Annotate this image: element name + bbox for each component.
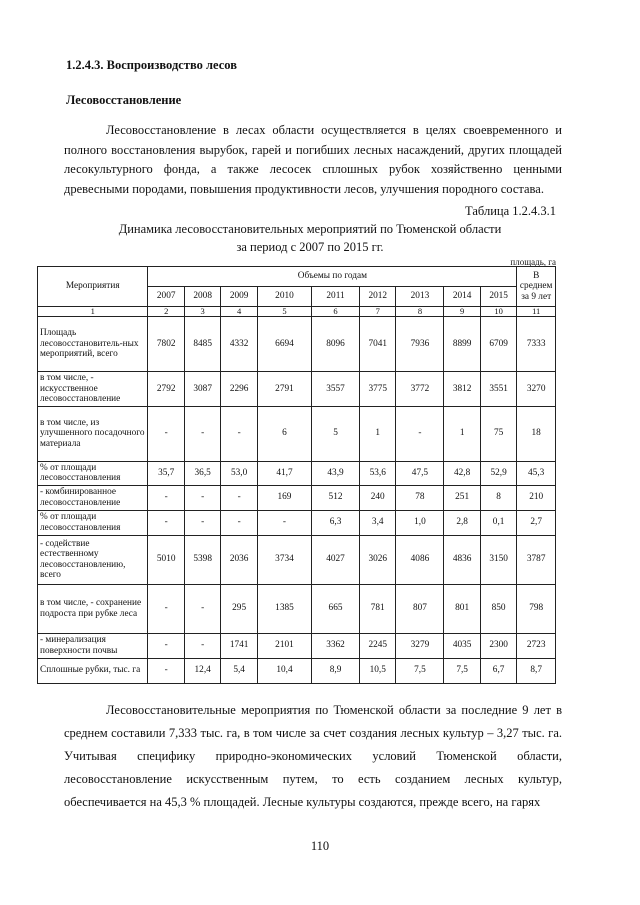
table-cell: 4332 xyxy=(221,317,257,372)
table-cell: - xyxy=(257,510,311,535)
table-cell: 52,9 xyxy=(480,461,516,485)
table-cell: 8,7 xyxy=(517,658,556,683)
table-cell: 3551 xyxy=(480,372,516,407)
column-index: 1 xyxy=(38,307,148,317)
row-label: % от площади лесовосстановления xyxy=(38,461,148,485)
column-index: 3 xyxy=(184,307,220,317)
column-index: 8 xyxy=(396,307,444,317)
table-cell: 3026 xyxy=(360,535,396,584)
column-index: 9 xyxy=(444,307,480,317)
table-cell: 3787 xyxy=(517,535,556,584)
table-caption-line1: Динамика лесовосстановительных мероприятий по Тюменской области xyxy=(118,222,502,236)
table-cell: 75 xyxy=(480,406,516,461)
table-row xyxy=(38,535,556,584)
column-index: 2 xyxy=(148,307,184,317)
table-cell: 6 xyxy=(257,406,311,461)
table-cell: 7333 xyxy=(517,317,556,372)
table-cell: 53,6 xyxy=(360,461,396,485)
table-cell: - xyxy=(148,510,184,535)
table-cell: 0,1 xyxy=(480,510,516,535)
column-index: 4 xyxy=(221,307,257,317)
table-cell: 47,5 xyxy=(396,461,444,485)
table-cell: 42,8 xyxy=(444,461,480,485)
table-cell: 781 xyxy=(360,584,396,633)
table-cell: 3557 xyxy=(312,372,360,407)
table-cell: - xyxy=(184,510,220,535)
table-cell: 3150 xyxy=(480,535,516,584)
summary-paragraph: Лесовосстановительные мероприятия по Тюменской области за последние 9 лет в среднем составили 7,333 тыс. га, в том числе за счет создания лесных культур – 3,27 тыс. га. Учитывая специфику природно-экономических условий Тюменской области, лесовосстановление искусственным путем, то есть созданием лесных культур, обеспечивается на 45,3 % площадей. Лесные культуры создаются, прежде всего, на гарях xyxy=(64,703,562,809)
table-cell: 35,7 xyxy=(148,461,184,485)
table-row xyxy=(38,461,556,485)
table-cell: 1385 xyxy=(257,584,311,633)
column-index: 5 xyxy=(257,307,311,317)
table-cell: 3270 xyxy=(517,372,556,407)
table-cell: - xyxy=(148,658,184,683)
table-row xyxy=(38,658,556,683)
unit-note: площадь, га xyxy=(510,257,556,267)
table-cell: - xyxy=(148,406,184,461)
table-cell: 4836 xyxy=(444,535,480,584)
table-cell: - xyxy=(221,485,257,510)
row-label: в том числе, - сохранение подроста при рубке леса xyxy=(38,584,148,633)
table-cell: 5010 xyxy=(148,535,184,584)
data-table xyxy=(37,266,556,684)
table-cell: 3087 xyxy=(184,372,220,407)
table-cell: 6,3 xyxy=(312,510,360,535)
table-cell: 53,0 xyxy=(221,461,257,485)
header-volumes: Объемы по годам xyxy=(148,267,517,287)
table-row xyxy=(38,485,556,510)
header-year: 2015 xyxy=(480,287,516,307)
table-cell: - xyxy=(184,633,220,658)
table-cell: 3772 xyxy=(396,372,444,407)
table-cell: 7936 xyxy=(396,317,444,372)
subheading: Лесовосстановление xyxy=(66,93,182,107)
table-cell: 3,4 xyxy=(360,510,396,535)
table-cell: 2245 xyxy=(360,633,396,658)
table-body xyxy=(38,317,556,684)
table-cell: 5398 xyxy=(184,535,220,584)
table-cell: 512 xyxy=(312,485,360,510)
row-label: - минерализация поверхности почвы xyxy=(38,633,148,658)
table-cell: 12,4 xyxy=(184,658,220,683)
column-index-row xyxy=(38,307,556,317)
table-cell: 3279 xyxy=(396,633,444,658)
table-number: Таблица 1.2.4.3.1 xyxy=(465,204,556,218)
table-cell: 2101 xyxy=(257,633,311,658)
row-label: в том числе, - искусственное лесовосстановление xyxy=(38,372,148,407)
table-cell: 7802 xyxy=(148,317,184,372)
table-cell: 7,5 xyxy=(396,658,444,683)
row-label: Площадь лесовосстановитель-ных мероприятий, всего xyxy=(38,317,148,372)
table-cell: 3812 xyxy=(444,372,480,407)
header-year: 2013 xyxy=(396,287,444,307)
header-row-top xyxy=(38,267,556,287)
table-cell: 169 xyxy=(257,485,311,510)
table-cell: 6,7 xyxy=(480,658,516,683)
row-label: % от площади лесовосстановления xyxy=(38,510,148,535)
table-cell: 798 xyxy=(517,584,556,633)
table-cell: 8485 xyxy=(184,317,220,372)
table-cell: 4027 xyxy=(312,535,360,584)
table-cell: 251 xyxy=(444,485,480,510)
table-cell: - xyxy=(184,406,220,461)
table-cell: 5 xyxy=(312,406,360,461)
table-cell: 2036 xyxy=(221,535,257,584)
header-year: 2008 xyxy=(184,287,220,307)
table-row xyxy=(38,406,556,461)
row-label: - содействие естественному лесовосстановлению, всего xyxy=(38,535,148,584)
table-row xyxy=(38,633,556,658)
intro-paragraph: Лесовосстановление в лесах области осуществляется в целях своевременного и полного восстановления вырубок, гарей и погибших лесных насаждений, других площадей лесокультурного фонда, а также лесосек сплошных рубок хозяйственно ценными древесными породами, повышения продуктивности лесов, улучшения породного состава. xyxy=(64,123,562,196)
table-cell: 2,8 xyxy=(444,510,480,535)
table-cell: 4086 xyxy=(396,535,444,584)
table-cell: 801 xyxy=(444,584,480,633)
column-index: 6 xyxy=(312,307,360,317)
table-cell: 6709 xyxy=(480,317,516,372)
table-cell: - xyxy=(221,510,257,535)
table-cell: 8 xyxy=(480,485,516,510)
column-index: 7 xyxy=(360,307,396,317)
header-average: В среднем за 9 лет xyxy=(517,267,556,307)
header-year: 2010 xyxy=(257,287,311,307)
table-cell: 665 xyxy=(312,584,360,633)
table-cell: 1741 xyxy=(221,633,257,658)
table-cell: 7,5 xyxy=(444,658,480,683)
table-caption xyxy=(40,221,580,256)
table-cell: 7041 xyxy=(360,317,396,372)
table-cell: 240 xyxy=(360,485,396,510)
row-label: в том числе, из улучшенного посадочного материала xyxy=(38,406,148,461)
table-row xyxy=(38,317,556,372)
header-activity: Мероприятия xyxy=(38,267,148,307)
table-cell: 1 xyxy=(444,406,480,461)
header-year: 2012 xyxy=(360,287,396,307)
table-cell: 78 xyxy=(396,485,444,510)
table-cell: 10,5 xyxy=(360,658,396,683)
table-cell: 8899 xyxy=(444,317,480,372)
table-cell: 210 xyxy=(517,485,556,510)
table-cell: 2,7 xyxy=(517,510,556,535)
header-year: 2014 xyxy=(444,287,480,307)
table-cell: - xyxy=(184,584,220,633)
table-cell: - xyxy=(148,584,184,633)
table-cell: 18 xyxy=(517,406,556,461)
table-cell: 43,9 xyxy=(312,461,360,485)
table-cell: 5,4 xyxy=(221,658,257,683)
table-cell: 41,7 xyxy=(257,461,311,485)
table-cell: 3362 xyxy=(312,633,360,658)
header-year: 2009 xyxy=(221,287,257,307)
table-cell: 8096 xyxy=(312,317,360,372)
table-cell: 2296 xyxy=(221,372,257,407)
row-label: Сплошные рубки, тыс. га xyxy=(38,658,148,683)
table-cell: 8,9 xyxy=(312,658,360,683)
column-index: 10 xyxy=(480,307,516,317)
table-cell: 295 xyxy=(221,584,257,633)
column-index: 11 xyxy=(517,307,556,317)
header-year: 2007 xyxy=(148,287,184,307)
table-cell: 45,3 xyxy=(517,461,556,485)
table-cell: 1 xyxy=(360,406,396,461)
table-cell: 2300 xyxy=(480,633,516,658)
table-cell: - xyxy=(184,485,220,510)
table-caption-line2: за период с 2007 по 2015 гг. xyxy=(236,239,384,254)
table-row xyxy=(38,372,556,407)
table-cell: 6694 xyxy=(257,317,311,372)
table-cell: 1,0 xyxy=(396,510,444,535)
table-cell: - xyxy=(148,485,184,510)
table-cell: 2791 xyxy=(257,372,311,407)
table-cell: - xyxy=(148,633,184,658)
table-cell: - xyxy=(396,406,444,461)
table-cell: 3734 xyxy=(257,535,311,584)
table-row xyxy=(38,584,556,633)
table-cell: 36,5 xyxy=(184,461,220,485)
header-year: 2011 xyxy=(312,287,360,307)
table-cell: 2792 xyxy=(148,372,184,407)
table-cell: 4035 xyxy=(444,633,480,658)
section-heading: 1.2.4.3. Воспроизводство лесов xyxy=(66,58,237,72)
table-cell: 10,4 xyxy=(257,658,311,683)
page-number: 110 xyxy=(310,839,330,853)
row-label: - комбинированное лесовосстановление xyxy=(38,485,148,510)
table-cell: 807 xyxy=(396,584,444,633)
table-cell: - xyxy=(221,406,257,461)
table-cell: 2723 xyxy=(517,633,556,658)
table-cell: 3775 xyxy=(360,372,396,407)
table-cell: 850 xyxy=(480,584,516,633)
table-row xyxy=(38,510,556,535)
